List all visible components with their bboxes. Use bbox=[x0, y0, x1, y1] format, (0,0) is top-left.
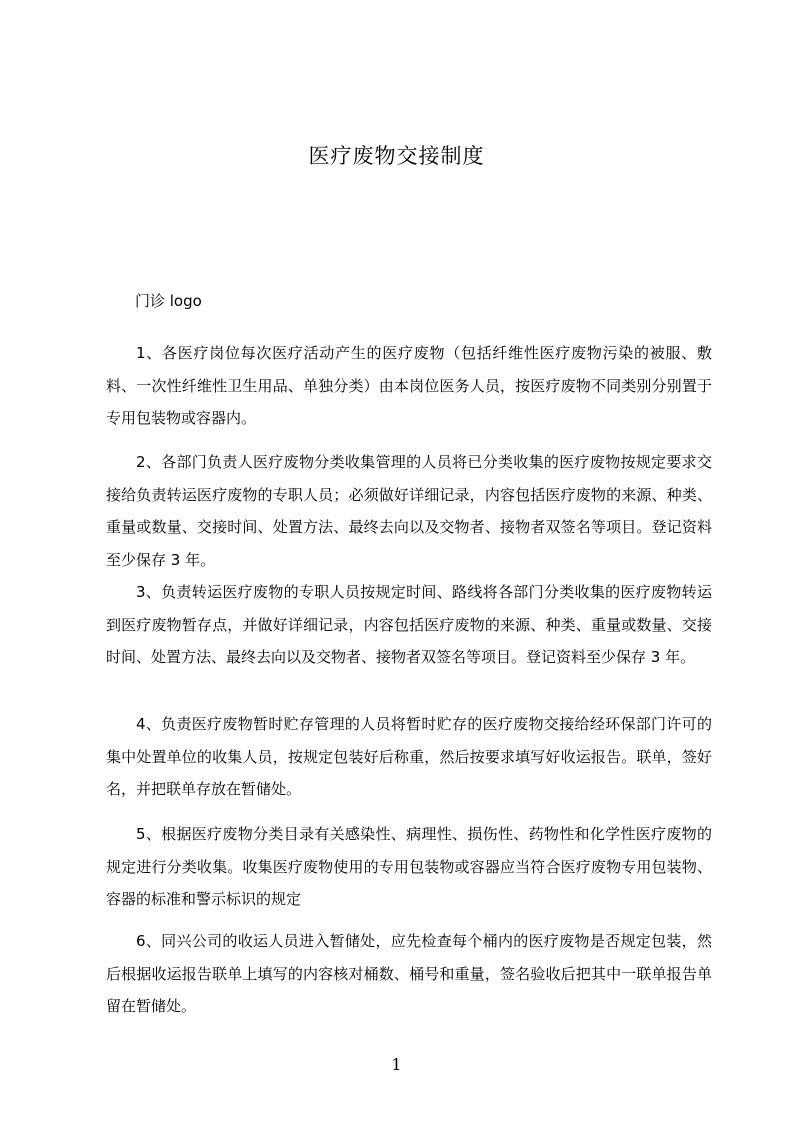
document-subtitle: 门诊 logo bbox=[135, 292, 202, 310]
paragraph-5: 5、根据医疗废物分类目录有关感染性、病理性、损伤性、药物性和化学性医疗废物的规定进行分类收集。收集医疗废物使用的专用包装物或容器应当符合医疗废物专用包装物、容器的标准和警示标识的规定 bbox=[106, 825, 712, 908]
paragraph-4: 4、负责医疗废物暂时贮存管理的人员将暂时贮存的医疗废物交接给经环保部门许可的集中处置单位的收集人员，按规定包装好后称重，然后按要求填写好收运报告。联单，签好名，并把联单存放在暂储处。 bbox=[106, 715, 712, 798]
page-number: 1 bbox=[391, 1055, 402, 1074]
paragraph-6: 6、同兴公司的收运人员进入暂储处，应先检查每个桶内的医疗废物是否规定包装，然后根据收运报告联单上填写的内容核对桶数、桶号和重量，签名验收后把其中一联单报告单留在暂储处。 bbox=[106, 932, 712, 1015]
document-title: 医疗废物交接制度 bbox=[308, 144, 485, 168]
paragraph-3: 3、负责转运医疗废物的专职人员按规定时间、路线将各部门分类收集的医疗废物转运到医疗废物暂存点，并做好详细记录，内容包括医疗废物的来源、种类、重量或数量、交接时间、处置方法、最终去向以及交物者、接物者双签名等项目。登记资料至少保存 3 年。 bbox=[106, 583, 712, 666]
paragraph-2: 2、各部门负责人医疗废物分类收集管理的人员将已分类收集的医疗废物按规定要求交接给负责转运医疗废物的专职人员；必须做好详细记录，内容包括医疗废物的来源、种类、重量或数量、交接时间、处置方法、最终去向以及交物者、接物者双签名等项目。登记资料至少保存 3 年。 bbox=[106, 453, 712, 569]
paragraph-1: 1、各医疗岗位每次医疗活动产生的医疗废物（包括纤维性医疗废物污染的被服、敷料、一次性纤维性卫生用品、单独分类）由本岗位医务人员，按医疗废物不同类别分别置于专用包装物或容器内。 bbox=[106, 344, 712, 427]
